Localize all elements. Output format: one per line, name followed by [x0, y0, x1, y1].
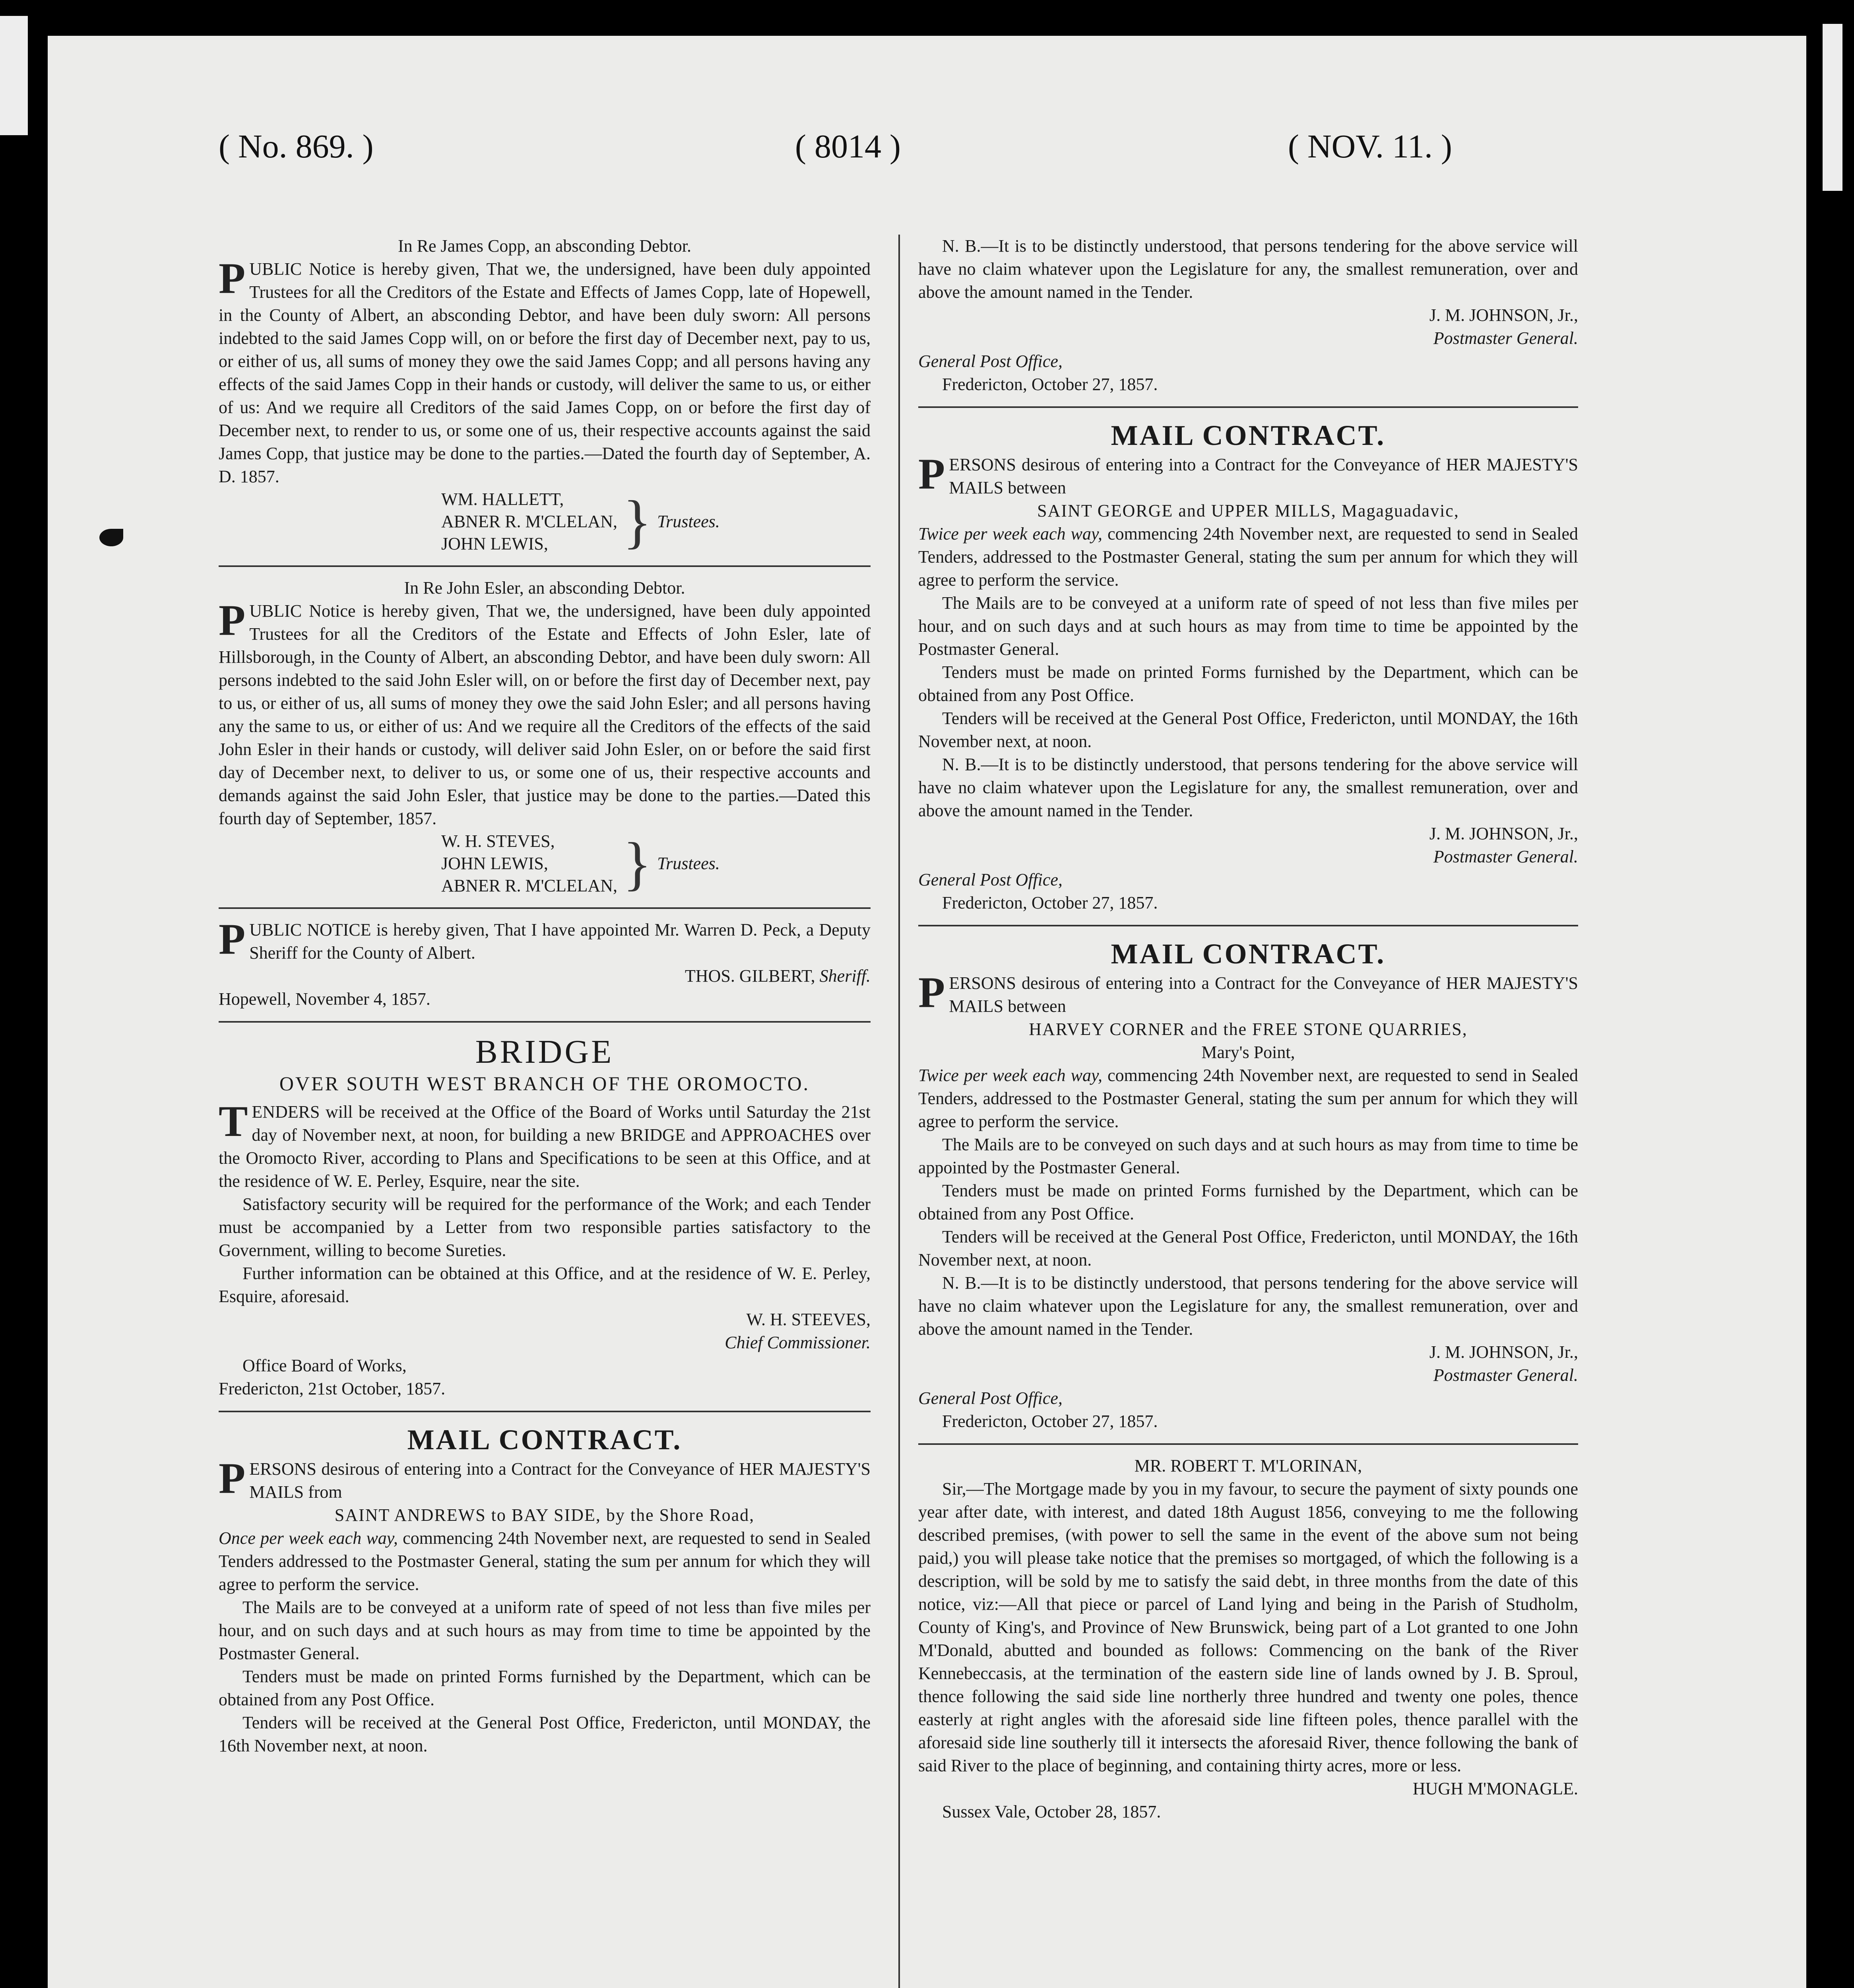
bridge-subtitle: OVER SOUTH WEST BRANCH OF THE OROMOCTO. [279, 1072, 810, 1095]
signature: J. M. JOHNSON, Jr., [1429, 824, 1578, 843]
dropcap: P [918, 968, 945, 1017]
notice-heading: In Re James Copp, an absconding Debtor. [398, 236, 692, 256]
trustees-role: Trustees. [657, 512, 720, 531]
place-date: Sussex Vale, October 28, 1857. [942, 1802, 1161, 1821]
bridge-paragraph: Satisfactory security will be required for the performance of the Work; and each Tender must be accompanied by a Letter from two responsible parties satisfactory to the Government, willing to become Sureties. [219, 1194, 871, 1260]
signature-role: Postmaster General. [1433, 1365, 1578, 1385]
signature: W. H. STEEVES, [746, 1310, 871, 1329]
left-column [219, 235, 871, 1757]
signature: J. M. JOHNSON, Jr., [1429, 1342, 1578, 1362]
right-column [918, 235, 1578, 1823]
trustee-name: ABNER R. M'CLELAN, [441, 512, 618, 531]
mail-paragraph: The Mails are to be conveyed at a uniform rate of speed of not less than five miles per hour, and on such days and at such hours as may from time to time be appointed by the Postmaster General. [918, 593, 1578, 659]
mail-contract-title: MAIL CONTRACT. [1111, 938, 1386, 970]
mail-paragraph: Tenders will be received at the General Post Office, Fredericton, until MONDAY, the 16th November next, at noon. [918, 1227, 1578, 1270]
brace-glyph: } [623, 831, 652, 897]
mail-frequency: Twice per week each way, [918, 1066, 1103, 1085]
signature-role: Chief Commissioner. [725, 1333, 871, 1352]
signature: J. M. JOHNSON, Jr., [1429, 305, 1578, 325]
signature: THOS. GILBERT, [685, 966, 815, 986]
section-rule [219, 565, 871, 567]
addressee: MR. ROBERT T. M'LORINAN, [1134, 1456, 1362, 1475]
margin-mark [99, 529, 123, 546]
scan-edge-mark [0, 16, 28, 135]
section-rule [918, 925, 1578, 926]
mail-intro: ERSONS desirous of entering into a Contract for the Conveyance of HER MAJESTY'S MAILS between [949, 455, 1578, 497]
mail-nb: N. B.—It is to be distinctly understood, that persons tendering for the above service will have no claim whatever upon the Legislature for any, the smallest remuneration, over and above the amount named in the Tender. [918, 1273, 1578, 1339]
mail-paragraph: The Mails are to be conveyed at a uniform rate of speed of not less than five miles per hour, and on such days and at such hours as may from time to time be appointed by the Postmaster General. [219, 1598, 871, 1663]
notice-mail-bayside-cont [918, 235, 1578, 396]
mail-paragraph: Tenders must be made on printed Forms furnished by the Department, which can be obtained from any Post Office. [219, 1667, 871, 1709]
mail-paragraph: Tenders must be made on printed Forms furnished by the Department, which can be obtained from any Post Office. [918, 1181, 1578, 1223]
mail-paragraph: The Mails are to be conveyed on such days and at such hours as may from time to time be appointed by the Postmaster General. [918, 1135, 1578, 1177]
trustee-name: W. H. STEVES, [441, 831, 555, 851]
notice-peck [219, 915, 871, 1011]
trustee-name: WM. HALLETT, [441, 489, 564, 509]
signature-role: Postmaster General. [1433, 328, 1578, 348]
mail-paragraph: commencing 24th November next, are requested to send in Sealed Tenders, addressed to the Postmaster General, stating the sum per annum for which they will agree to perform the service. [918, 1066, 1578, 1131]
place-date: Fredericton, 21st October, 1857. [219, 1379, 446, 1398]
mail-nb: N. B.—It is to be distinctly understood, that persons tendering for the above service will have no claim whatever upon the Legislature for any, the smallest remuneration, over and above the amount named in the Tender. [918, 236, 1578, 302]
bridge-title: BRIDGE [475, 1033, 614, 1070]
mortgage-body: Sir,—The Mortgage made by you in my favour, to secure the payment of sixty pounds one year after date, with interest, and dated 18th August 1856, conveying to me the following described premises, (with power to sell the same in the event of the above sum not being paid,) you will please take notice that the premises so mortgaged, of which the following is a description, will be sold by me to satisfy the said debt, in three months from the date of this notice, viz:—All that piece or parcel of Land lying and being in the Parish of Studholm, County of King's, and Province of New Brunswick, being part of a Lot granted to one John M'Donald, abutted and bounded as follows: Commencing on the bank of the River Kennebeccasis, at the termination of the eastern side line of lands owned by J. B. Sproul, thence following the said side line northerly three hundred and twenty one poles, thence easterly at right angles with the aforesaid side line fifteen poles, thence parallel with the aforesaid side line southerly till it intersects the aforesaid River, thence following the bank of said River to the place of beginning, and containing thirty acres, more or less. [918, 1479, 1578, 1775]
trustees-role: Trustees. [657, 854, 720, 873]
notice-bridge [219, 1032, 871, 1400]
mail-frequency: Once per week each way, [219, 1528, 398, 1548]
section-rule [918, 1443, 1578, 1445]
dropcap: P [219, 254, 246, 303]
brace-glyph: } [623, 489, 652, 555]
dropcap: P [219, 596, 246, 645]
mail-route: SAINT ANDREWS to BAY SIDE, by the Shore Road, [334, 1505, 755, 1525]
mail-contract-title: MAIL CONTRACT. [407, 1424, 682, 1456]
dropcap: P [219, 1454, 246, 1503]
dropcap: P [219, 915, 246, 963]
trustee-name: JOHN LEWIS, [441, 854, 548, 873]
section-rule [219, 1411, 871, 1412]
section-rule [219, 907, 871, 909]
bridge-paragraph: Further information can be obtained at this Office, and at the residence of W. E. Perley, Esquire, aforesaid. [219, 1264, 871, 1306]
mail-route-sub: Mary's Point, [1201, 1043, 1295, 1062]
signature-role: Postmaster General. [1433, 847, 1578, 866]
mail-paragraph: Tenders must be made on printed Forms furnished by the Department, which can be obtained from any Post Office. [918, 662, 1578, 705]
mail-paragraph: Tenders will be received at the General Post Office, Fredericton, until MONDAY, the 16th November next, at noon. [918, 709, 1578, 751]
section-rule [219, 1021, 871, 1023]
mail-contract-title: MAIL CONTRACT. [1111, 419, 1386, 451]
trustees-signature [441, 488, 871, 555]
trustee-name: ABNER R. M'CLELAN, [441, 876, 618, 895]
mail-intro: ERSONS desirous of entering into a Contract for the Conveyance of HER MAJESTY'S MAILS from [249, 1459, 871, 1502]
notice-mail-harvey [918, 936, 1578, 1433]
notice-heading: In Re John Esler, an absconding Debtor. [404, 578, 685, 598]
dropcap: T [219, 1097, 248, 1145]
notice-mail-bayside [219, 1422, 871, 1757]
mail-paragraph: commencing 24th November next, are requested to send in Sealed Tenders, addressed to the Postmaster General, stating the sum per annum for which they will agree to perform the service. [918, 524, 1578, 590]
mail-nb: N. B.—It is to be distinctly understood, that persons tendering for the above service will have no claim whatever upon the Legislature for any, the smallest remuneration, over and above the amount named in the Tender. [918, 755, 1578, 820]
mail-intro: ERSONS desirous of entering into a Contract for the Conveyance of HER MAJESTY'S MAILS between [949, 973, 1578, 1016]
signature-role: Sheriff. [819, 966, 871, 986]
place-date: Fredericton, October 27, 1857. [942, 893, 1158, 912]
place-date: Fredericton, October 27, 1857. [942, 375, 1158, 394]
mail-route: SAINT GEORGE and UPPER MILLS, Magaguadavic, [1037, 501, 1459, 520]
mail-frequency: Twice per week each way, [918, 524, 1103, 544]
office-line: General Post Office, [918, 1388, 1063, 1408]
signature: HUGH M'MONAGLE. [1412, 1779, 1578, 1798]
notice-mortgage [918, 1454, 1578, 1823]
mail-route: HARVEY CORNER and the FREE STONE QUARRIES, [1029, 1019, 1468, 1039]
trustees-signature [441, 830, 871, 897]
dropcap: P [918, 450, 945, 498]
place-date: Hopewell, November 4, 1857. [219, 989, 431, 1009]
newspaper-page [48, 36, 1806, 1988]
place-date: Fredericton, October 27, 1857. [942, 1411, 1158, 1431]
issue-number: ( No. 869. ) [219, 128, 374, 165]
mail-paragraph: Tenders will be received at the General Post Office, Fredericton, until MONDAY, the 16th November next, at noon. [219, 1713, 871, 1755]
issue-date: ( NOV. 11. ) [1288, 128, 1452, 165]
office-line: General Post Office, [918, 351, 1063, 371]
mail-paragraph: commencing 24th November next, are requested to send in Sealed Tenders addressed to the Postmaster General, stating the sum per annum for which they will agree to perform the service. [219, 1528, 871, 1594]
office-line: General Post Office, [918, 870, 1063, 889]
column-divider [898, 235, 900, 1988]
notice-copp [219, 235, 871, 555]
notice-body: UBLIC Notice is hereby given, That we, the undersigned, have been duly appointed Trustees for all the Creditors of the Estate and Effects of John Esler, late of Hillsborough, in the County of Albert, an absconding Debtor, and have been duly sworn: All persons indebted to the said John Esler will, on or before the first day of December next, pay to us, or either of us, all sums of money they owe the said John Esler; and all persons having any the same to us, or either of us: And we require all the Creditors of the effects of the said John Esler in their hands or custody, will deliver said John Esler, on or before the said first day of December next, to deliver to us, or some one of us, their respective accounts and demands against the said John Esler, that justice may be done to the parties.—Dated this fourth day of September, 1857. [219, 601, 871, 828]
office-line: Office Board of Works, [242, 1356, 407, 1375]
section-rule [918, 406, 1578, 408]
bridge-paragraph: ENDERS will be received at the Office of the Board of Works until Saturday the 21st day of November next, at noon, for building a new BRIDGE and APPROACHES over the Oromocto River, according to Plans and Specifications to be seen at this Office, and at the residence of W. E. Perley, Esquire, near the site. [219, 1102, 871, 1191]
notice-esler [219, 577, 871, 897]
notice-body: UBLIC NOTICE is hereby given, That I have appointed Mr. Warren D. Peck, a Deputy Sheriff for the County of Albert. [249, 920, 871, 963]
scan-edge-mark [1823, 24, 1842, 191]
notice-mail-george [918, 417, 1578, 914]
trustee-name: JOHN LEWIS, [441, 534, 548, 553]
notice-body: UBLIC Notice is hereby given, That we, the undersigned, have been duly appointed Trustees for all the Creditors of the Estate and Effects of James Copp, late of Hopewell, in the County of Albert, an absconding Debtor, and have been duly sworn: All persons indebted to the said James Copp will, on or before the first day of December next, pay to us, or either of us, all sums of money they owe the said James Copp; and all persons having any effects of the said James Copp in their hands or custody, will deliver the same to us, or either of us: And we require all Creditors of the said James Copp, on or before the first day of December next, to render to us, or some one of us, their respective accounts against the said James Copp, that justice may be done to the parties.—Dated the fourth day of September, A. D. 1857. [219, 259, 871, 486]
page-number: ( 8014 ) [795, 128, 901, 165]
